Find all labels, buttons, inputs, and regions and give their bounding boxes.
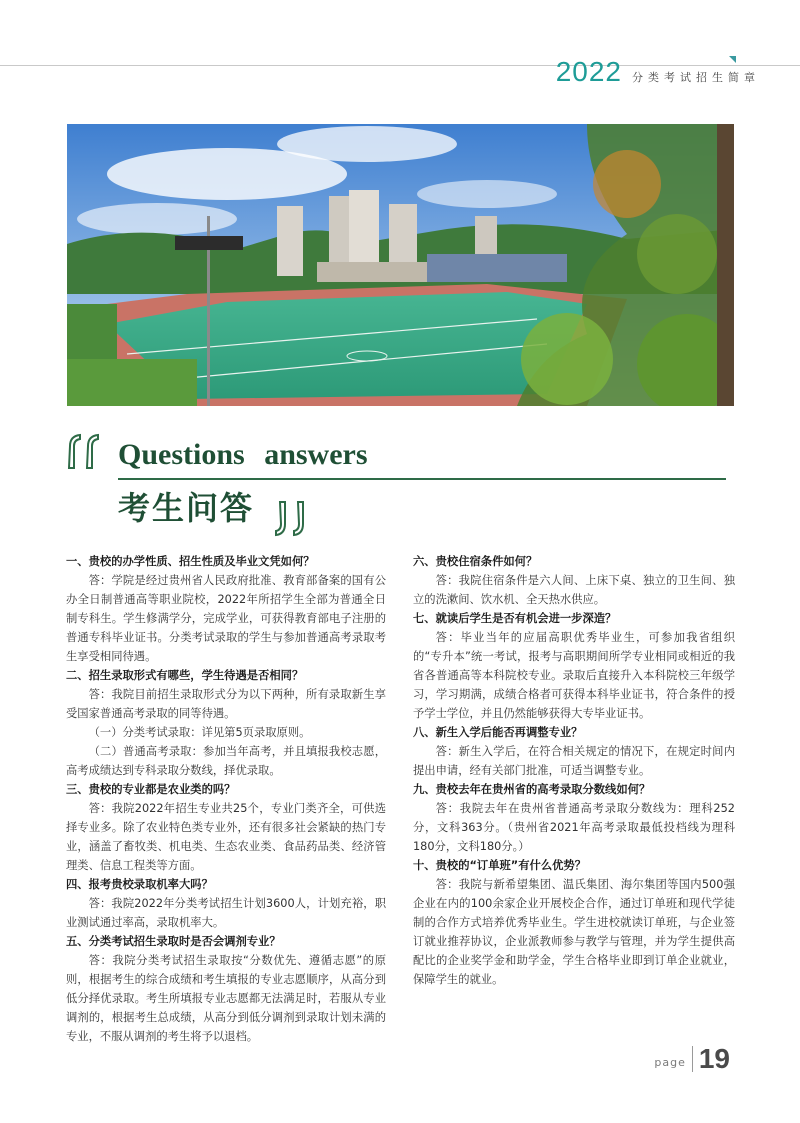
question: 一、贵校的办学性质、招生性质及毕业文凭如何？ — [66, 555, 315, 568]
question: 八、新生入学后能否再调整专业？ — [413, 726, 583, 739]
answer: 答：学院是经过贵州省人民政府批准、教育部备案的国有公办全日制普通高等职业院校，2022年所招学生全部为普通全日制专科生。学生修满学分，完成学业，可获得教育部电子注册的普通专科毕业证书。分类考试录取的学生与参加普通高考录取考生享受相同待遇。 — [66, 574, 386, 663]
answer: 答：我院住宿条件是六人间、上床下桌、独立的卫生间、独立的洗漱间、饮水机、全天热水供应。 — [413, 574, 735, 606]
answer: 答：我院去年在贵州省普通高考录取分数线为：理科252分，文科363分。（贵州省2021年高考录取最低投档线为理科180分，文科180分。） — [413, 802, 735, 853]
question: 六、贵校住宿条件如何？ — [413, 555, 538, 568]
answer: 答：我院2022年招生专业共25个，专业门类齐全，可供选择专业多。除了农业特色类专业外，还有很多社会紧缺的热门专业，涵盖了畜牧类、机电类、生态农业类、食品药品类、经济管理类、信息工程类等方面。 — [66, 802, 386, 872]
right-column — [413, 552, 735, 989]
left-column — [66, 552, 386, 1046]
header-title: 分类考试招生简章 — [632, 71, 760, 84]
answer: 答：我院2022年分类考试招生计划3600人，计划充裕，职业测试通过率高，录取机率大。 — [66, 897, 386, 929]
answer: 答：我院与新希望集团、温氏集团、海尔集团等国内500强企业在内的100余家企业开展校企合作，通过订单班和现代学徒制的合作方式培养优秀毕业生。学生进校就读订单班，与企业签订就业推荐协议，企业派教师参与教学与管理，并为学生提供高配比的企业奖学金和助学金，学生合格毕业即到订单企业就业，保障学生的就业。 — [413, 878, 735, 986]
page-label: page — [654, 1055, 686, 1069]
page-header — [556, 56, 760, 88]
question: 十、贵校的“订单班”有什么优势？ — [413, 859, 587, 872]
question: 二、招生录取形式有哪些，学生待遇是否相同？ — [66, 669, 304, 682]
section-title-en: Questions answers — [118, 438, 368, 471]
answer: 答：新生入学后，在符合相关规定的情况下，在规定时间内提出申请，经有关部门批准，可适当调整专业。 — [413, 745, 735, 777]
page-divider — [692, 1046, 693, 1072]
section-rule — [118, 478, 726, 480]
campus-photo — [67, 124, 734, 406]
question: 四、报考贵校录取机率大吗？ — [66, 878, 213, 891]
question: 九、贵校去年在贵州省的高考录取分数线如何？ — [413, 783, 651, 796]
answer: 答：毕业当年的应届高职优秀毕业生，可参加我省组织的“专升本”统一考试，报考与高职期间所学专业相同或相近的我省各普通高等本科院校专业。录取后直接升入本科院校三年级学习，学习期满，成绩合格者可获得本科毕业证书，符合条件的授予学士学位，并且仍然能够获得大专毕业证书。 — [413, 631, 735, 720]
question: 七、就读后学生是否有机会进一步深造？ — [413, 612, 617, 625]
open-quote-icon — [66, 432, 108, 476]
question: 三、贵校的专业都是农业类的吗？ — [66, 783, 236, 796]
question: 五、分类考试招生录取时是否会调剂专业？ — [66, 935, 281, 948]
answer: （一）分类考试录取：详见第5页录取原则。 — [88, 726, 311, 739]
header-year: 2022 — [555, 56, 622, 87]
answer: （二）普通高考录取：参加当年高考，并且填报我校志愿，高考成绩达到专科录取分数线，择优录取。 — [66, 745, 386, 777]
page-footer — [654, 1043, 730, 1075]
page-number: 19 — [698, 1043, 730, 1074]
section-title-cn: 考生问答 — [118, 489, 255, 527]
answer: 答：我院分类考试招生录取按“分数优先、遵循志愿”的原则，根据考生的综合成绩和考生填报的专业志愿顺序，从高分到低分择优录取。考生所填报专业志愿都无法满足时，若服从专业调剂的，根据考生总成绩，从高分到低分调剂到录取计划未满的专业，不服从调剂的考生将予以退档。 — [66, 954, 386, 1043]
close-quote-icon — [272, 494, 314, 538]
answer: 答：我院目前招生录取形式分为以下两种，所有录取新生享受国家普通高考录取的同等待遇。 — [66, 688, 386, 720]
